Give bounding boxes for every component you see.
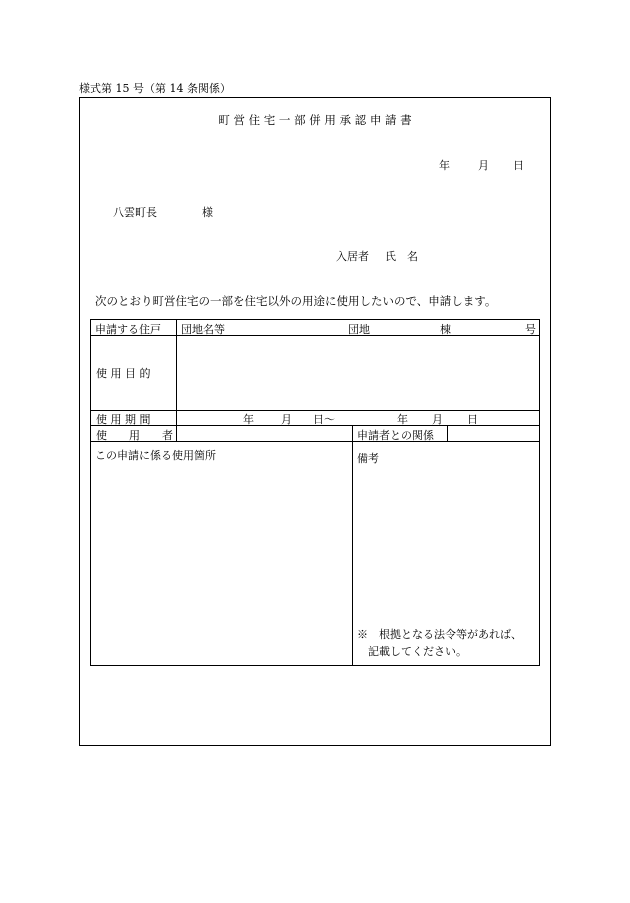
address-row-label: 申請する住戸 [95,323,161,336]
building-label: 棟 [440,323,451,336]
period-start-month: 月 [281,413,292,426]
date-day-label: 日 [513,159,524,172]
date-month-label: 月 [478,159,489,172]
period-start-year: 年 [243,413,254,426]
date-year-label: 年 [439,159,450,172]
remarks-note-line1: ※ 根拠となる法令等があれば、 [357,628,522,641]
application-statement: 次のとおり町営住宅の一部を住宅以外の用途に使用したいので、申請します。 [95,294,497,308]
danchi-name-label[interactable]: 団地名等 [181,323,225,336]
addressee-name: 八雲町長 [113,206,157,219]
period-end-month: 月 [432,413,443,426]
form-number: 様式第 15 号（第 14 条関係） [79,82,231,95]
period-start-day: 日〜 [313,413,335,426]
usage-location-field[interactable] [94,462,348,662]
relation-label: 申請者との関係 [357,429,434,442]
remarks-note-line2: 記載してください。 [368,645,467,658]
remarks-label: 備考 [357,452,379,465]
usage-location-label: この申請に係る使用箇所 [95,449,216,462]
purpose-field[interactable] [180,338,536,407]
period-end-year: 年 [397,413,408,426]
applicant-shi-label: 氏 [385,250,396,263]
table-rule [352,425,353,666]
user-name-field[interactable] [180,427,348,439]
addressee-honorific: 様 [202,206,213,219]
period-end-day: 日 [467,413,478,426]
table-rule [176,319,177,441]
form-title: 町 営 住 宅 一 部 併 用 承 認 申 請 書 [218,113,412,127]
danchi-label: 団地 [348,323,370,336]
applicant-label: 入居者 [336,250,369,263]
relation-field[interactable] [451,427,536,439]
user-row-label: 使 用 者 [96,429,173,442]
period-row-label: 使 用 期 間 [96,413,151,426]
purpose-row-label: 使 用 目 的 [96,367,151,380]
room-number-label: 号 [525,323,536,336]
applicant-mei-label: 名 [407,250,418,263]
table-rule [447,425,448,441]
